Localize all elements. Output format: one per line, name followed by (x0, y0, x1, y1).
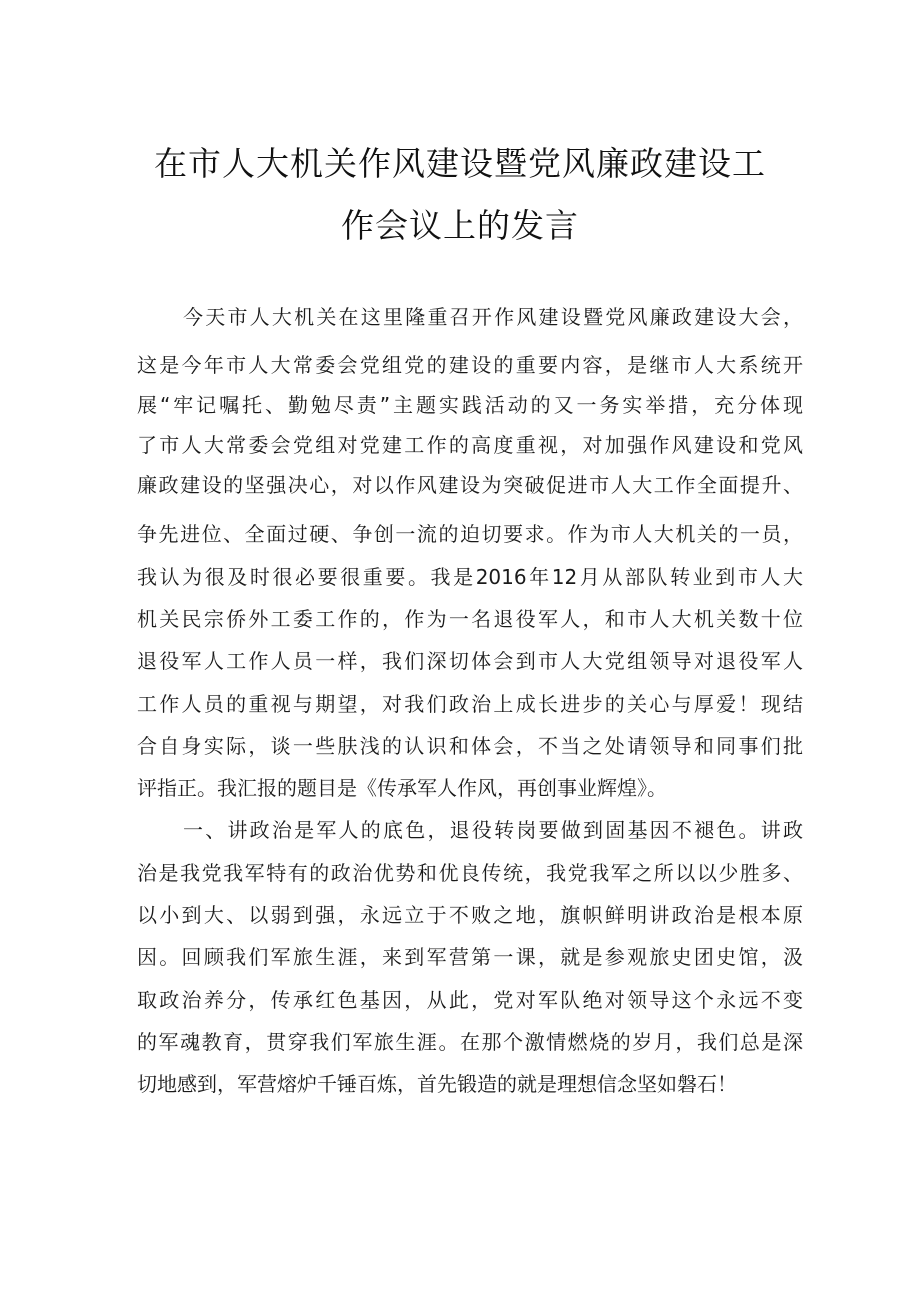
paragraph-2-line: 一、讲政治是军人的底色，退役转岗要做到固基因不褪色。讲政 (183, 818, 803, 842)
paragraph-1-line: 廉政建设的坚强决心，对以作风建设为突破促进市人大工作全面提升、 (137, 473, 803, 497)
paragraph-1-line: 这是今年市人大常委会党组党的建设的重要内容，是继市人大系统开 (137, 353, 803, 377)
paragraph-1-line: 工作人员的重视与期望，对我们政治上成长进步的关心与厚爱！现结 (137, 692, 803, 716)
paragraph-1-line: 我认为很及时很必要很重要。我是2016年12月从部队转业到市人大 (137, 565, 803, 589)
document-title-line-2: 作会议上的发言 (341, 206, 579, 245)
paragraph-2-line: 治是我党我军特有的政治优势和优良传统，我党我军之所以以少胜多、 (137, 861, 803, 885)
paragraph-2-line: 因。回顾我们军旅生涯，来到军营第一课，就是参观旅史团史馆，汲 (137, 945, 803, 969)
paragraph-1-line: 退役军人工作人员一样，我们深切体会到市人大党组领导对退役军人 (137, 649, 803, 673)
document-title-line-1: 在市人大机关作风建设暨党风廉政建设工 (154, 144, 766, 183)
paragraph-2-line: 切地感到，军营熔炉千锤百炼，首先锻造的就是理想信念坚如磐石！ (137, 1072, 737, 1096)
paragraph-2-line: 取政治养分，传承红色基因，从此，党对军队绝对领导这个永远不变 (137, 988, 803, 1012)
paragraph-1-line: 今天市人大机关在这里隆重召开作风建设暨党风廉政建设大会， (183, 305, 803, 329)
paragraph-1-line: 展“牢记嘱托、勤勉尽责”主题实践活动的又一务实举措，充分体现 (137, 393, 803, 417)
paragraph-1-line: 评指正。我汇报的题目是《传承军人作风，再创事业辉煌》。 (137, 776, 667, 800)
paragraph-1-line: 合自身实际，谈一些肤浅的认识和体会，不当之处请领导和同事们批 (137, 734, 803, 758)
paragraph-2-line: 的军魂教育，贯穿我们军旅生涯。在那个激情燃烧的岁月，我们总是深 (137, 1030, 803, 1054)
paragraph-2-line: 以小到大、以弱到强，永远立于不败之地，旗帜鲜明讲政治是根本原 (137, 903, 803, 927)
paragraph-1-line: 机关民宗侨外工委工作的，作为一名退役军人，和市人大机关数十位 (137, 607, 803, 631)
paragraph-1-line: 争先进位、全面过硬、争创一流的迫切要求。作为市人大机关的一员， (137, 522, 803, 546)
paragraph-1-line: 了市人大常委会党组对党建工作的高度重视，对加强作风建设和党风 (137, 433, 803, 457)
